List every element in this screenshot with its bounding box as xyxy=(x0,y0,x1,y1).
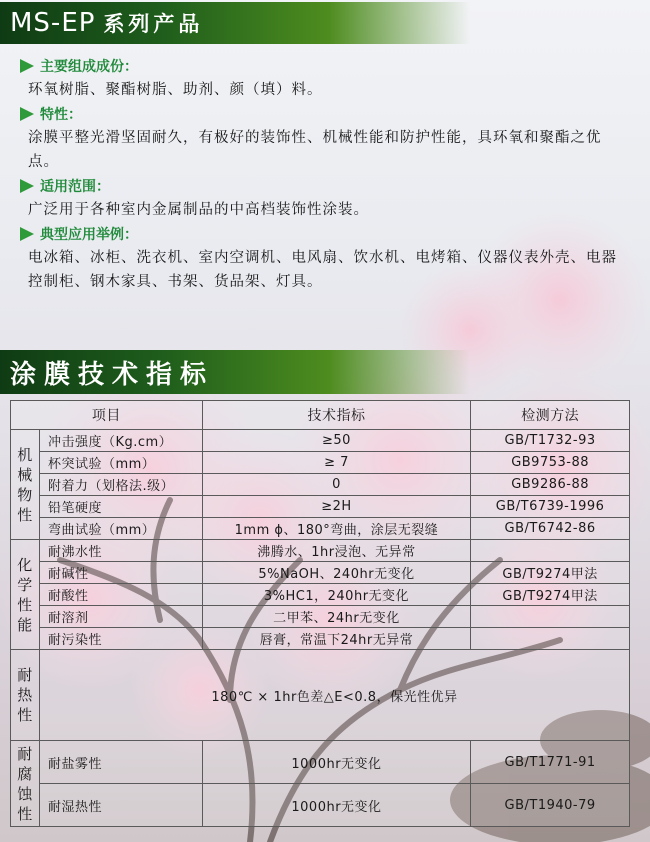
spec-banner xyxy=(0,350,470,394)
row-value: 沸腾水、1hr浸泡、无异常 xyxy=(202,540,470,562)
series-subtitle: 系列产品 xyxy=(103,12,204,36)
row-value: 1mm ϕ、180°弯曲，涂层无裂缝 xyxy=(202,518,470,540)
row-merged-value: 180℃ × 1hr色差△E<0.8，保光性优异 xyxy=(39,650,629,741)
row-method: GB/T6742-86 xyxy=(471,518,630,540)
table-row xyxy=(11,562,630,584)
row-item: 耐湿热性 xyxy=(39,784,202,827)
row-item: 冲击强度（Kg.cm） xyxy=(39,430,202,452)
group-label: 化学性能 xyxy=(11,540,40,650)
row-method: GB/T1732-93 xyxy=(471,430,630,452)
product-description xyxy=(20,54,630,294)
table-row xyxy=(11,540,630,562)
section-label: 适用范围： xyxy=(40,179,110,195)
section-label: 主要组成成份： xyxy=(40,59,138,75)
row-value: 5%NaOH、240hr无变化 xyxy=(202,562,470,584)
table-row xyxy=(11,452,630,474)
row-item: 杯突试验（mm） xyxy=(39,452,202,474)
row-method: GB9753-88 xyxy=(471,452,630,474)
group-label: 机械物性 xyxy=(11,430,40,540)
table-row xyxy=(11,741,630,784)
section-applications xyxy=(20,222,630,294)
row-item: 附着力（划格法.级） xyxy=(39,474,202,496)
arrow-icon xyxy=(20,59,34,73)
table-row xyxy=(11,584,630,606)
row-value: 唇膏，常温下24hr无异常 xyxy=(202,628,470,650)
group-label: 耐腐蚀性 xyxy=(11,741,40,827)
spec-title: 涂膜技术指标 xyxy=(10,359,215,390)
arrow-icon xyxy=(20,227,34,241)
row-value: 1000hr无变化 xyxy=(202,741,470,784)
spec-table xyxy=(10,400,630,827)
section-composition xyxy=(20,54,630,102)
row-item: 耐酸性 xyxy=(39,584,202,606)
row-method xyxy=(471,540,630,562)
row-value: 0 xyxy=(202,474,470,496)
section-text: 环氧树脂、聚酯树脂、助剂、颜（填）料。 xyxy=(28,82,323,98)
section-text: 电冰箱、冰柜、洗衣机、室内空调机、电风扇、饮水机、电烤箱、仪器仪表外壳、电器控制柜、钢木家具、书架、货品架、灯具。 xyxy=(28,250,617,290)
table-header-row xyxy=(11,401,630,430)
col-header-item: 项目 xyxy=(11,401,203,430)
table-row xyxy=(11,606,630,628)
product-series-banner xyxy=(0,2,470,44)
section-label: 典型应用举例： xyxy=(40,227,138,243)
section-features xyxy=(20,102,630,174)
table-row xyxy=(11,784,630,827)
group-label: 耐热性 xyxy=(11,650,40,741)
row-item: 弯曲试验（mm） xyxy=(39,518,202,540)
row-value: 二甲苯、24hr无变化 xyxy=(202,606,470,628)
arrow-icon xyxy=(20,107,34,121)
row-method: GB/T1771-91 xyxy=(471,741,630,784)
row-method xyxy=(471,606,630,628)
section-text: 涂膜平整光滑坚固耐久，有极好的装饰性、机械性能和防护性能，具环氧和聚酯之优点。 xyxy=(28,130,602,170)
row-method: GB/T9274甲法 xyxy=(471,562,630,584)
row-item: 耐碱性 xyxy=(39,562,202,584)
row-item: 耐溶剂 xyxy=(39,606,202,628)
table-row xyxy=(11,496,630,518)
table-row xyxy=(11,650,630,741)
table-row xyxy=(11,518,630,540)
section-label: 特性： xyxy=(40,107,82,123)
col-header-method: 检测方法 xyxy=(471,401,630,430)
row-method: GB/T9274甲法 xyxy=(471,584,630,606)
row-value: ≥2H xyxy=(202,496,470,518)
row-value: 1000hr无变化 xyxy=(202,784,470,827)
row-value: 3%HC1，240hr无变化 xyxy=(202,584,470,606)
row-method: GB/T6739-1996 xyxy=(471,496,630,518)
row-method xyxy=(471,628,630,650)
table-row xyxy=(11,430,630,452)
row-value: ≥50 xyxy=(202,430,470,452)
section-scope xyxy=(20,174,630,222)
row-item: 耐盐雾性 xyxy=(39,741,202,784)
table-row xyxy=(11,474,630,496)
row-value: ≥ 7 xyxy=(202,452,470,474)
row-item: 铅笔硬度 xyxy=(39,496,202,518)
row-item: 耐沸水性 xyxy=(39,540,202,562)
series-code: MS-EP xyxy=(10,8,96,38)
row-item: 耐污染性 xyxy=(39,628,202,650)
table-row xyxy=(11,628,630,650)
col-header-value: 技术指标 xyxy=(202,401,470,430)
section-text: 广泛用于各种室内金属制品的中高档装饰性涂装。 xyxy=(28,202,369,218)
arrow-icon xyxy=(20,179,34,193)
row-method: GB/T1940-79 xyxy=(471,784,630,827)
row-method: GB9286-88 xyxy=(471,474,630,496)
